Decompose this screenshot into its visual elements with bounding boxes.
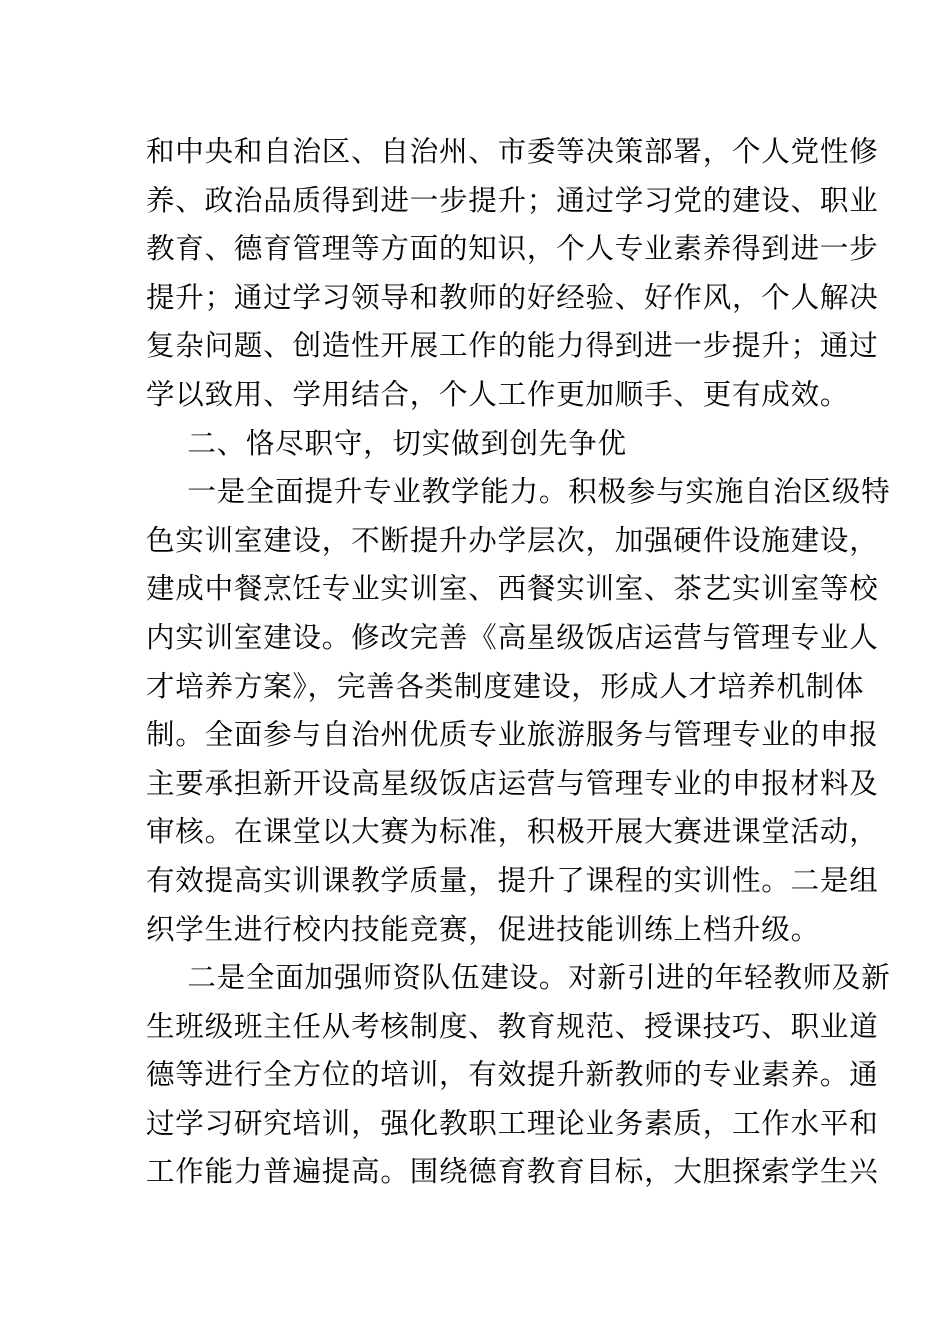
text-line: 主要承担新开设高星级饭店运营与管理专业的申报材料及 <box>146 766 879 800</box>
text-line: 提升；通过学习领导和教师的好经验、好作风，个人解决 <box>146 280 879 314</box>
text-line: 学以致用、学用结合，个人工作更加顺手、更有成效。 <box>146 377 850 411</box>
text-line: 审核。在课堂以大赛为标准，积极开展大赛进课堂活动， <box>146 815 879 849</box>
text-line: 织学生进行校内技能竞赛，促进技能训练上档升级。 <box>146 912 820 946</box>
text-line: 色实训室建设，不断提升办学层次，加强硬件设施建设， <box>146 523 879 557</box>
paragraph-1 <box>146 128 879 420</box>
text-line: 内实训室建设。修改完善《高星级饭店运营与管理专业人 <box>146 620 879 654</box>
heading-line: 二、恪尽职守，切实做到创先争优 <box>187 426 627 460</box>
text-line: 二是全面加强师资队伍建设。对新引进的年轻教师及新 <box>187 961 891 995</box>
text-line: 才培养方案》，完善各类制度建设，形成人才培养机制体 <box>146 669 865 703</box>
text-line: 制。全面参与自治州优质专业旅游服务与管理专业的申报 <box>146 718 879 752</box>
text-line: 教育、德育管理等方面的知识，个人专业素养得到进一步 <box>146 232 879 266</box>
section-heading <box>146 420 816 469</box>
text-line: 工作能力普遍提高。围绕德育教育目标，大胆探索学生兴 <box>146 1155 879 1189</box>
text-line: 过学习研究培训，强化教职工理论业务素质，工作水平和 <box>146 1106 879 1140</box>
paragraph-3 <box>146 468 891 954</box>
text-line: 和中央和自治区、自治州、市委等决策部署，个人党性修 <box>146 135 879 168</box>
text-line: 德等进行全方位的培训，有效提升新教师的专业素养。通 <box>146 1058 879 1092</box>
body-text <box>146 128 891 1197</box>
text-line: 一是全面提升专业教学能力。积极参与实施自治区级特 <box>187 475 891 509</box>
text-line: 复杂问题、创造性开展工作的能力得到进一步提升；通过 <box>146 329 879 363</box>
text-line: 养、政治品质得到进一步提升；通过学习党的建设、职业 <box>146 183 879 217</box>
text-line: 有效提高实训课教学质量，提升了课程的实训性。二是组 <box>146 863 879 897</box>
paragraph-4 <box>146 954 891 1197</box>
text-line: 生班级班主任从考核制度、教育规范、授课技巧、职业道 <box>146 1009 879 1043</box>
text-line: 建成中餐烹饪专业实训室、西餐实训室、茶艺实训室等校 <box>146 572 879 606</box>
